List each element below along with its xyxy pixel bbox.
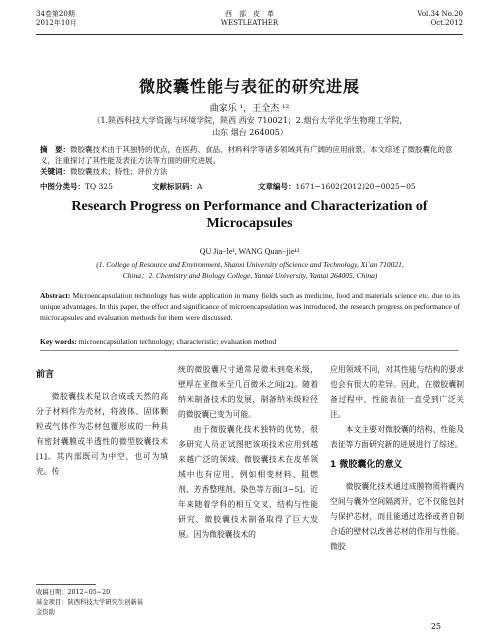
article-title-cn: 微胶囊性能与表征的研究进展 [138, 77, 360, 96]
affiliation-cn [60, 115, 440, 139]
footnote-rule [36, 584, 96, 585]
body-paragraph: 应用领域不同，对其性能与结构的要求也会有很大的差异。因此，在微胶囊制备过程中，性能表征一直受到广泛关注。 [330, 365, 464, 419]
footnote-fund-line2: 金资助 [36, 609, 55, 616]
keywords-cn-text: 微胶囊技术；特性；评价方法 [70, 167, 168, 176]
header-volume: 34卷第20期 [36, 10, 75, 18]
body-column-3 [330, 362, 464, 554]
header-volume-en [417, 10, 463, 28]
title-en-line1: Research Progress on Performance and Characterization of [71, 199, 428, 214]
body-paragraph: 微胶囊化技术通过成膜物质将囊内空间与囊外空间隔离开，它不仅能包封与保护芯材，而且能通过选择或者自制合适的壁材以改善芯材的作用与性能。微胶 [330, 482, 464, 551]
section-divider [40, 350, 459, 351]
authors-cn: 曲家乐 ¹，王全杰 ¹² [209, 104, 290, 114]
abstract-en-label: Abstract: [40, 291, 71, 300]
header-date-en: Oct.2012 [430, 19, 463, 27]
abstract-cn-text: 微胶囊技术由于其独特的优点，在医药、食品、材料科学等诸多领域具有广阔的应用前景。本文综述了微胶囊化的意义，注重探讨了其性能及表征方法等方面的研究进展。 [40, 145, 453, 165]
abstract-cn-label: 摘 要： [40, 145, 70, 154]
footnote [36, 588, 176, 618]
header-rule [36, 34, 463, 35]
body-column-1 [36, 362, 168, 479]
keywords-en [40, 337, 460, 346]
footnote-fund-line1: 基金项目：陕西科技大学研究生创新基 [36, 599, 144, 606]
abstract-cn [40, 144, 460, 177]
clc-label: 中图分类号： [40, 182, 85, 191]
title-en-line2: Microcapsules [206, 216, 293, 231]
footnote-received-date: 收稿日期：2012−05−20 [36, 589, 111, 596]
keywords-cn-label: 关键词： [40, 167, 70, 176]
affiliation-cn-line1: （1.陕西科技大学资源与环境学院，陕西 西安 710021；2.烟台大学化学生物理工学院， [92, 116, 408, 125]
keywords-en-label: Key words: [40, 337, 77, 346]
doccode-value: A [197, 182, 203, 191]
body-paragraph: 由于微胶囊化技术独特的优势，很多研究人员正试图把该项技术应用到越来越广泛的领域。微胶囊技术在皮革领域中也有应用，例如相变材料、阻燃剂、芳香整理剂、染色等方面[3−5]。近年来随着学科的相互交叉，结构与性能研究、微胶囊技术制备取得了巨大发展。因为微胶囊技术的 [178, 425, 318, 539]
articleno-label: 文章编号： [258, 182, 296, 191]
journal-name-cn: 西 部 皮 革 [225, 10, 274, 18]
articleno-value: 1671−1602(2012)20−0025−05 [295, 182, 416, 191]
body-paragraph: 微胶囊技术是以合成或天然的高分子材料作为壳材，将液体、固体颗粒或气体作为芯材包覆形成的一种具有密封囊膜或半透性的微型胶囊技术[1]。其内部既可为中空，也可为填充。传 [36, 392, 168, 476]
body-column-2 [178, 362, 318, 542]
affiliation-en-line1: (1. College of Resource and Environment, Shanxi University ofScience and Technology, Xi’an 710021, [96, 260, 404, 269]
affiliation-en [50, 259, 450, 281]
keywords-en-text: microencapsulation technology; characteristic; evaluation method [78, 337, 277, 346]
abstract-en [40, 290, 460, 323]
journal-name-en: WESTLEATHER [220, 19, 279, 27]
section-heading-1: 1 微胶囊化的意义 [330, 460, 403, 470]
header-journal-name [36, 10, 463, 28]
header-date-cn: 2012年10月 [36, 19, 77, 27]
affiliation-en-line2: China；2. Chemistry and Biology College, Yantai University, Yantai 264005, China) [122, 271, 378, 280]
body-paragraph: 统的微胶囊尺寸通常是微米到毫米级，壁厚在亚微米至几百微米之间[2]。随着纳米制备技术的发展，制备纳米级粒径的微胶囊已变为可能。 [178, 365, 318, 419]
doccode-label: 文献标识码： [152, 182, 197, 191]
authors-en: QU Jia−le¹, WANG Quan−jie¹² [199, 247, 300, 256]
abstract-en-text: Microencapsulation technology has wide application in many fields such as medicine, food and materials science etc. due to its unique advantages. In this paper, the effect and significance of microencapsulation was introduced, the research progress on performance of microcapsules and evaluation methods for them were discussed. [40, 291, 460, 322]
affiliation-cn-line2: 山东 烟台 264005） [212, 128, 288, 137]
page-number: 25 [430, 622, 441, 631]
body-paragraph: 本文主要对微胶囊的结构、性能及表征等方面研究新的进展进行了综述。 [330, 425, 464, 449]
article-title-en [0, 198, 499, 232]
running-header [36, 10, 463, 36]
clc-value: TQ 325 [85, 182, 113, 191]
section-heading-preface: 前言 [36, 370, 55, 380]
header-vol-no: Vol.34 No.20 [417, 10, 463, 18]
